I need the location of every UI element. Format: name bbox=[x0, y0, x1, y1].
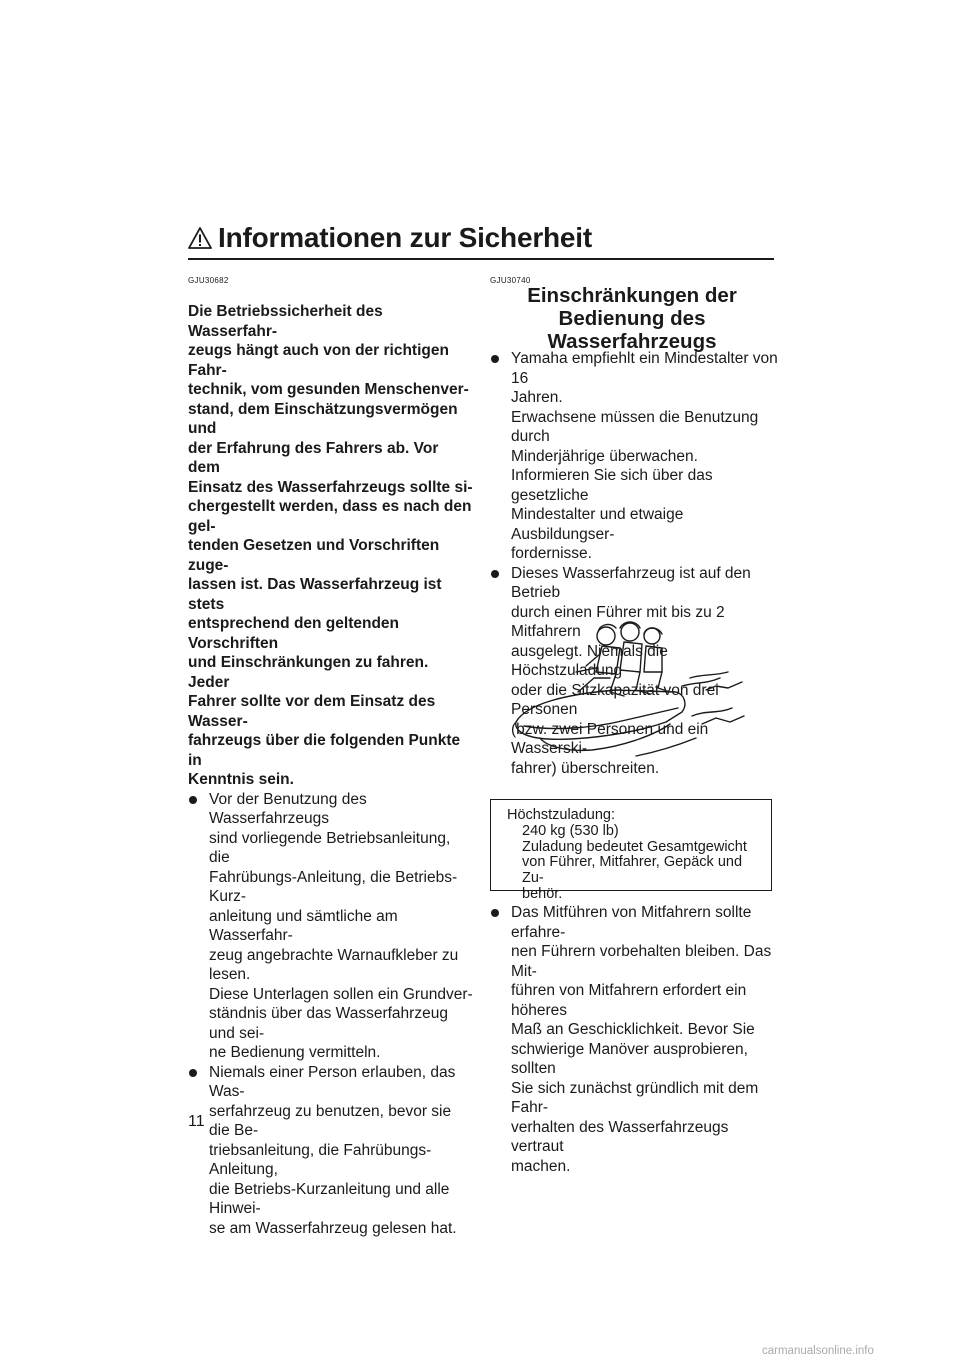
warning-triangle-icon bbox=[188, 226, 212, 250]
page-number: 11 bbox=[188, 1113, 205, 1130]
list-item bbox=[188, 1063, 473, 1239]
list-item bbox=[490, 349, 778, 564]
list-item-text: Das Mitführen von Mitfahrern sollte erfahre- nen Führern vorbehalten bleiben. Das Mit- führen von Mitfahrern erfordert ein höheres Maß an Geschicklichkeit. Bevor Sie schwierige Manöver ausprobieren, sollten Sie sich zunächst gründlich mit dem Fahr- verhalten des Wasserfahrzeugs vertraut machen. bbox=[511, 904, 772, 1175]
bullet-icon bbox=[189, 796, 197, 804]
list-item-text: Dieses Wasserfahrzeug ist auf den Betrieb durch einen Führer mit bis zu 2 Mitfahrern ausgelegt. Niemals die Höchstzuladung oder die Sitzkapazität von drei Personen (bzw. zwei Personen und ein Wasserski- fahrer) überschreiten. bbox=[511, 564, 751, 777]
list-item bbox=[490, 903, 778, 1176]
section-code: GJU30682 bbox=[188, 276, 229, 285]
bullet-icon bbox=[491, 570, 499, 578]
list-item-text: Niemals einer Person erlauben, das Was- serfahrzeug zu benutzen, bevor sie die Be- triebsanleitung, die Fahrübungs-Anleitung, die Betriebs-Kurzanleitung und alle Hinwei- se am Wasserfahrzeug gelesen hat. bbox=[209, 1063, 457, 1237]
section-code: GJU30740 bbox=[490, 276, 531, 285]
max-load-label: Höchstzuladung: bbox=[507, 807, 616, 823]
page-header bbox=[188, 222, 774, 260]
bullet-icon bbox=[189, 1069, 197, 1077]
intro-paragraph: Die Betriebssicherheit des Wasserfahr- zeugs hängt auch von der richtigen Fahr- technik, vom gesunden Menschenver- stand, dem Einschätzungsvermögen und der Erfahrung des Fahrers ab. Vor dem Einsatz des Wasserfahrzeugs sollte si- chergestellt werden, dass es nach den gel- tenden Gesetzen und Vorschriften zuge- lassen ist. Das Wasserfahrzeug ist stets entsprechend den geltenden Vorschriften und Einschränkungen zu fahren. Jeder Fahrer sollte vor dem Einsatz des Wasser- fahrzeugs über die folgenden Punkte in Kenntnis sein. bbox=[188, 303, 473, 788]
watermark: carmanualsonline.info bbox=[762, 1345, 874, 1357]
bullet-icon bbox=[491, 909, 499, 917]
list-item bbox=[188, 790, 473, 1063]
bullet-icon bbox=[491, 355, 499, 363]
left-column bbox=[188, 302, 473, 1238]
right-column-lower bbox=[490, 903, 778, 1176]
list-item-text: Yamaha empfiehlt ein Mindestalter von 16 Jahren. Erwachsene müssen die Benutzung durch Minderjährige überwachen. Informieren Sie sich über das gesetzliche Mindestalter und etwaige Ausbildungser- fordernisse. bbox=[511, 350, 778, 562]
page-title: Informationen zur Sicherheit bbox=[218, 222, 592, 253]
max-load-details: 240 kg (530 lb) Zuladung bedeutet Gesamtgewicht von Führer, Mitfahrer, Gepäck und Zu- behör. bbox=[522, 822, 747, 902]
max-load-box bbox=[490, 799, 772, 902]
section-heading: Einschränkungen der Bedienung des Wasserfahrzeugs bbox=[527, 284, 737, 353]
watercraft-illustration bbox=[506, 612, 754, 764]
list-item-text: Vor der Benutzung des Wasserfahrzeugs sind vorliegende Betriebsanleitung, die Fahrübungs-Anleitung, die Betriebs-Kurz- anleitung und sämtliche am Wasserfahr- zeug angebrachte Warnaufkleber zu lesen. Diese Unterlagen sollen ein Grundver- ständnis über das Wasserfahrzeug und sei- ne Bedienung vermitteln. bbox=[209, 790, 473, 1061]
